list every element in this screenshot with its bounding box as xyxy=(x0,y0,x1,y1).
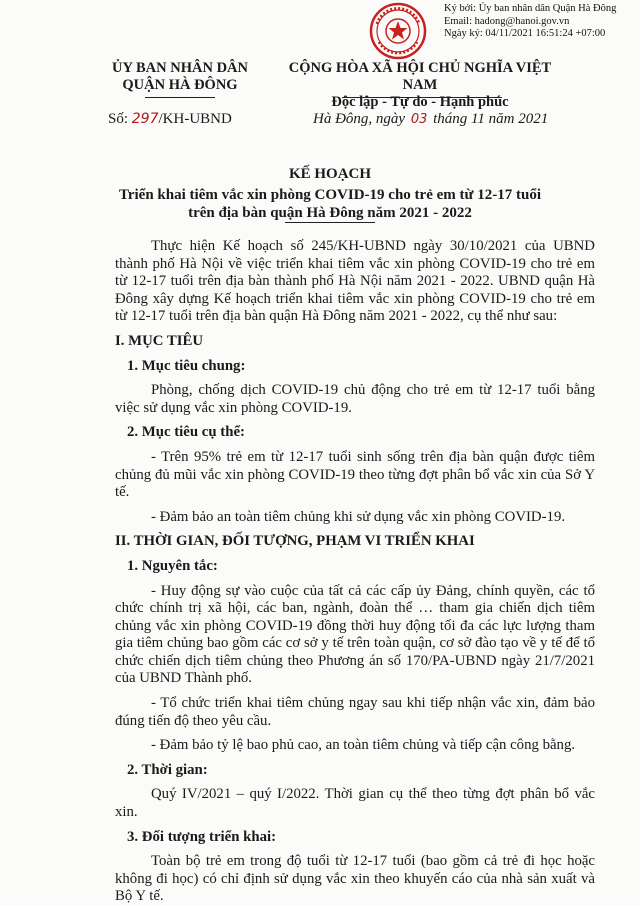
intro-paragraph: Thực hiện Kế hoạch số 245/KH-UBND ngày 30/10/2021 của UBND thành phố Hà Nội về việc triển khai tiêm vắc xin phòng COVID-19 cho trẻ em từ 12-17 tuổi trên địa bàn thành phố Hà Nội năm 2021 - 2022. UBND quận Hà Đông xây dựng Kế hoạch triển khai tiêm vắc xin phòng COVID-19 cho trẻ em từ 12-17 tuổi trên địa bàn quận Hà Đông năm 2021 - 2022, cụ thể như sau: xyxy=(115,238,595,325)
section-2-1-item-1: - Huy động sự vào cuộc của tất cả các cấp ủy Đảng, chính quyền, các tổ chức chính trị xã hội, các ban, ngành, đoàn thể … tham gia chiến dịch tiêm chủng vắc xin phòng COVID-19 đồng thời huy động tối đa các lực lượng tham gia tiêm chủng bao gồm các cơ sở y tế trên toàn quận, cơ sở đào tạo về y tế để tổ chức chiến dịch tiêm chủng theo Phương án số 170/PA-UBND ngày 21/7/2021 của UBND Thành phố. xyxy=(115,582,595,687)
section-2-heading: II. THỜI GIAN, ĐỐI TƯỢNG, PHẠM VI TRIỂN KHAI xyxy=(115,533,475,550)
section-1-2-heading: 2. Mục tiêu cụ thể: xyxy=(127,424,245,441)
doc-no-prefix: Số: xyxy=(108,111,129,127)
nation-motto: Độc lập - Tự do - Hạnh phúc xyxy=(331,94,509,110)
title-sub-2: trên địa bàn quận Hà Đông năm 2021 - 2022 xyxy=(188,205,472,221)
national-title xyxy=(270,60,570,111)
document-number xyxy=(108,111,232,128)
official-seal-icon xyxy=(369,2,427,60)
signature-email: Email: hadong@hanoi.gov.vn xyxy=(444,15,570,27)
title-underline xyxy=(285,222,375,223)
section-2-1-item-3: - Đảm bảo tỷ lệ bao phủ cao, an toàn tiêm chủng và tiếp cận công bằng. xyxy=(151,737,576,754)
section-1-2-item-2: - Đảm bảo an toàn tiêm chủng khi sử dụng vắc xin phòng COVID-19. xyxy=(151,508,566,525)
issuing-organization xyxy=(95,60,265,94)
section-2-2-text: Quý IV/2021 – quý I/2022. Thời gian cụ thể theo từng đợt phân bổ vắc xin. xyxy=(115,786,595,821)
org-line-2: QUẬN HÀ ĐÔNG xyxy=(122,77,238,93)
doc-no-handwritten: 297 xyxy=(131,111,159,127)
section-1-2-item-1: - Trên 95% trẻ em từ 12-17 tuổi sinh sống trên địa bàn quận được tiêm chủng đủ mũi vắc xin phòng COVID-19 theo từng đợt phân bổ vắc xin của Sở Y tế. xyxy=(115,448,595,501)
org-line-1: ỦY BAN NHÂN DÂN xyxy=(111,60,248,76)
document-body xyxy=(115,238,595,906)
document-title xyxy=(60,165,600,223)
date-day-handwritten: 03 xyxy=(410,112,428,127)
nation-underline xyxy=(342,97,502,98)
title-sub-1: Triển khai tiêm vắc xin phòng COVID-19 cho trẻ em từ 12-17 tuổi xyxy=(118,186,542,203)
section-2-3-text: Toàn bộ trẻ em trong độ tuổi từ 12-17 tuổi (bao gồm cả trẻ đi học hoặc không đi học) có chỉ định sử dụng vắc xin theo khuyến cáo của nhà sản xuất và Bộ Y tế. xyxy=(115,853,595,905)
section-1-1-text: Phòng, chống dịch COVID-19 chủ động cho trẻ em từ 12-17 tuổi bằng việc sử dụng vắc xin phòng COVID-19. xyxy=(115,382,595,416)
section-2-1-item-2: - Tổ chức triển khai tiêm chủng ngay sau khi tiếp nhận vắc xin, đảm bảo đúng tiến độ theo yêu cầu. xyxy=(115,695,595,729)
signature-date: Ngày ký: 04/11/2021 16:51:24 +07:00 xyxy=(444,28,606,39)
date-suffix: tháng 11 năm 2021 xyxy=(433,111,549,127)
date-line xyxy=(313,111,548,128)
digital-signature-info xyxy=(444,3,640,41)
section-2-1-heading: 1. Nguyên tắc: xyxy=(127,557,218,574)
section-1-heading: I. MỤC TIÊU xyxy=(115,332,204,349)
nation-line-1: CỘNG HÒA XÃ HỘI CHỦ NGHĨA VIỆT NAM xyxy=(288,60,552,93)
org-underline xyxy=(145,97,215,98)
title-main: KẾ HOẠCH xyxy=(288,166,372,182)
signature-signer: Ký bởi: Ủy ban nhân dân Quận Hà Đông xyxy=(444,3,617,14)
section-2-2-heading: 2. Thời gian: xyxy=(127,761,208,778)
doc-no-suffix: /KH-UBND xyxy=(158,111,232,127)
section-2-3-heading: 3. Đối tượng triển khai: xyxy=(127,828,277,845)
section-1-1-heading: 1. Mục tiêu chung: xyxy=(127,357,246,374)
date-prefix: Hà Đông, ngày xyxy=(313,111,406,127)
